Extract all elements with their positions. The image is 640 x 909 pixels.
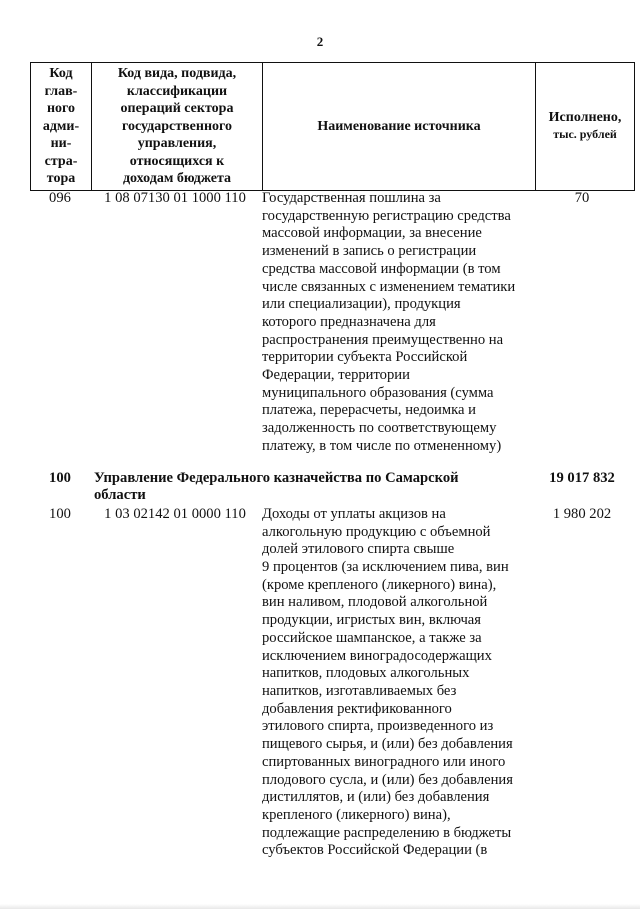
table-body [30, 190, 630, 860]
scan-edge [0, 904, 640, 909]
amount-cell: 70 [574, 190, 590, 206]
section-amount: 19 017 832 [549, 469, 615, 486]
header-source-name: Наименование источника [263, 63, 536, 191]
amount-cell: 1 980 202 [552, 505, 612, 522]
table-row [30, 190, 630, 456]
source-name-cell: Государственная пошлина за государственную регистрацию средства массовой информации, за внесение изменений в запись о регистрации средства массовой информации (в том числе связанных с изменением тематики или специализации), продукция которого предназначена для распространения преимущественно на территории субъекта Российской Федерации, территории муниципального образования (сумма платежа, перерасчеты, недоимка и задолженность по соответствующему платежу, в том числе по отмененному) [262, 190, 516, 454]
admin-code-cell: 096 [49, 190, 71, 206]
admin-code-cell: 100 [49, 505, 71, 522]
header-class-code: Код вида, подвида, классификации операций сектора государственного управления, относящихся к доходам бюджета [92, 63, 263, 191]
section-row [30, 470, 630, 505]
header-amount: Исполнено, тыс. рублей [536, 63, 635, 191]
table-header [30, 62, 635, 191]
class-code-cell: 1 03 02142 01 0000 110 [104, 505, 246, 522]
header-admin-code: Код глав- ного адми- ни- стра- тора [31, 63, 92, 191]
page-number: 2 [316, 34, 324, 49]
class-code-cell: 1 08 07130 01 1000 110 [104, 190, 246, 206]
section-title: Управление Федерального казначейства по Самарской области [94, 469, 459, 504]
section-admin-code: 100 [49, 469, 71, 486]
source-name-cell: Доходы от уплаты акцизов на алкогольную продукцию с объемной долей этилового спирта свыше 9 процентов (за исключением пива, вин (кроме крепленого (ликерного) вина), вин наливом, плодовой алкогольной продукции, игристых вин, включая российское шампанское, а также за исключением виноградосодержащих напитков, плодовых алкогольных напитков, изготавливаемых без добавления ректификованного этилового спирта, произведенного из пищевого сырья, и (или) без добавления спиртованных виноградного или иного плодового сусла, и (или) без добавления дистиллятов, и (или) без добавления крепленого (ликерного) вина), подлежащие распределению в бюджеты субъектов Российской Федерации (в [262, 505, 513, 859]
table-row [30, 506, 630, 860]
